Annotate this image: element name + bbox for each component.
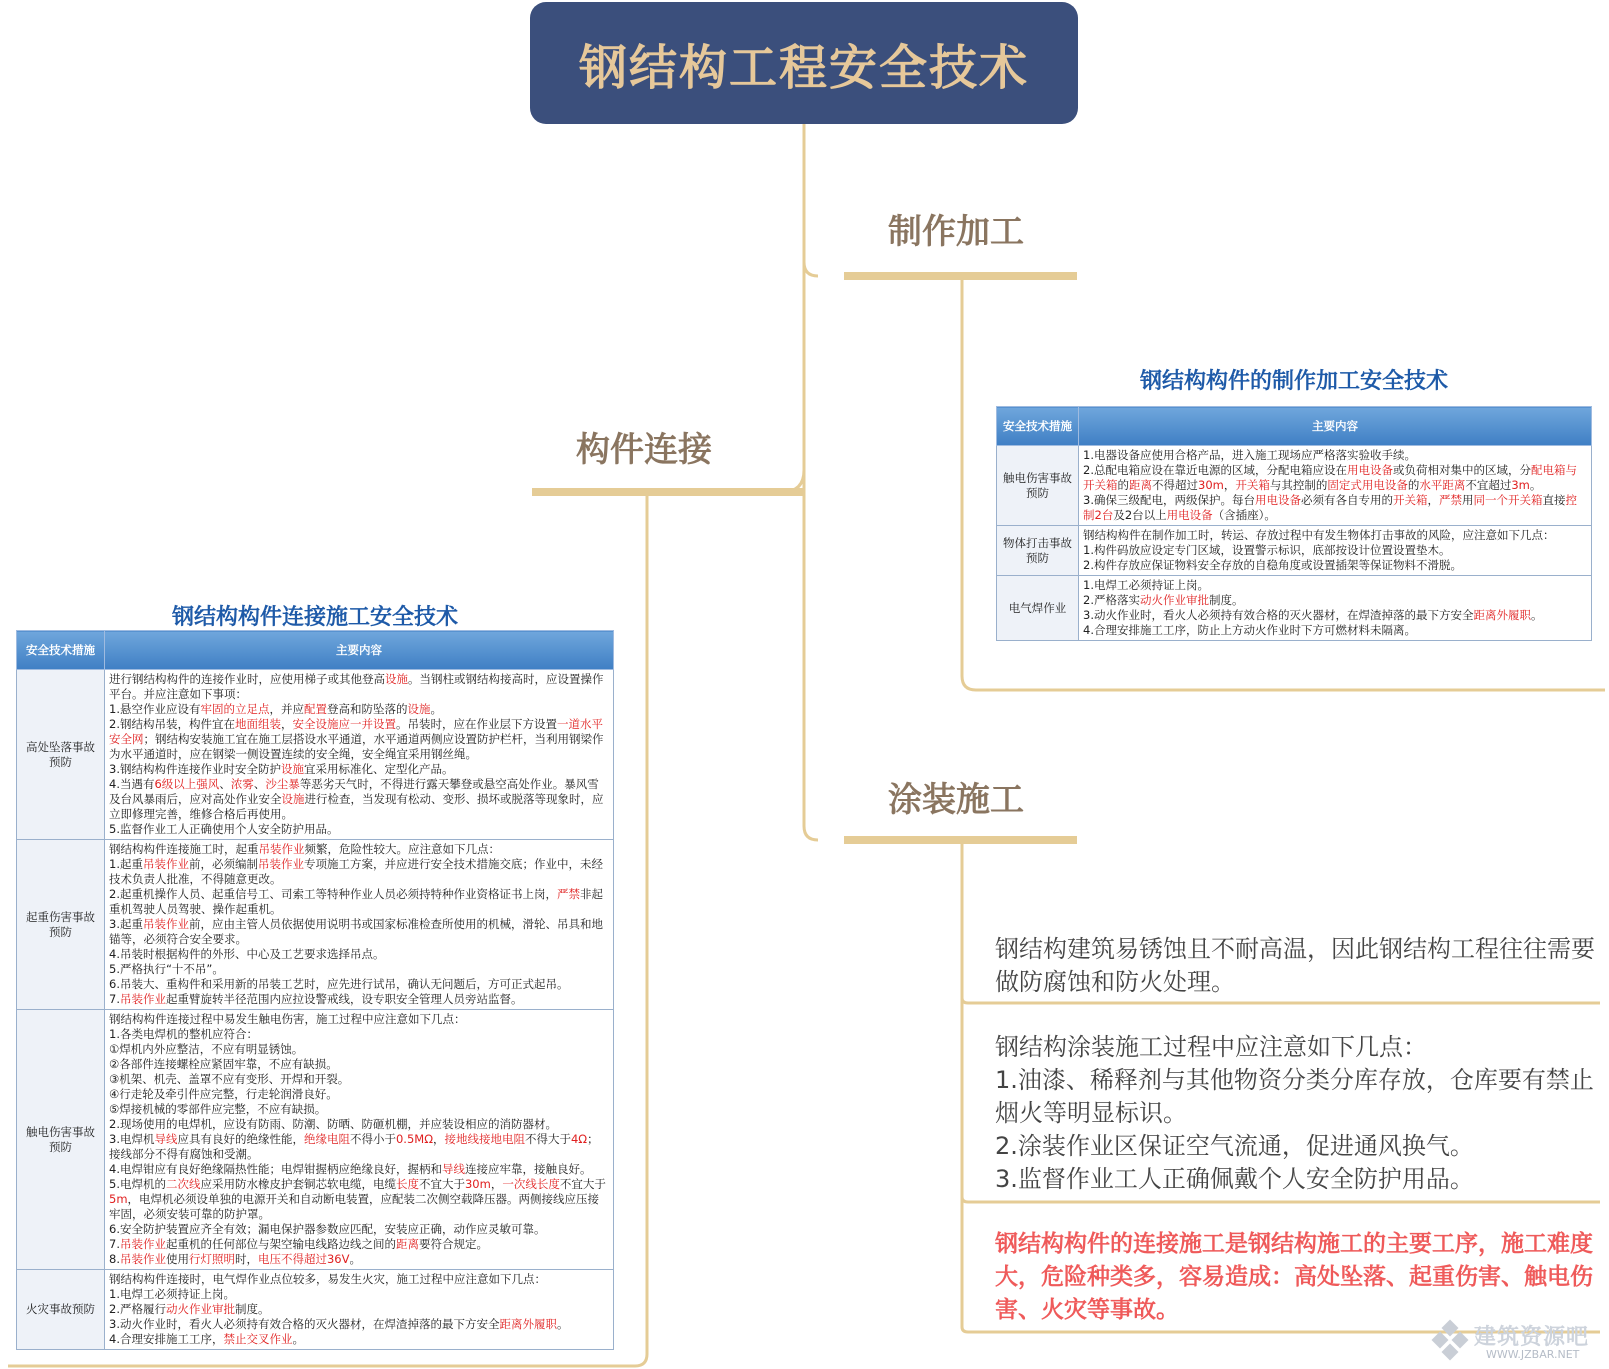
coating-summary: 钢结构构件的连接施工是钢结构施工的主要工序，施工难度大，危险种类多，容易造成：高处坠落、起重伤害、触电伤害、火灾等事故。 [995,1231,1593,1323]
measure-cell: 电气焊作业 [997,576,1079,641]
content-line: 5.电焊机的二次线应采用防水橡皮护套铜芯软电缆，电缆长度不宜大于30m，一次线长度不宜大于5m，电焊机必须设单独的电源开关和自动断电装置，应配装二次侧空载降压器。两侧接线应压接牢固，必须安装可靠的防护罩。 [109,1177,606,1221]
content-line: 4.合理安排施工工序，防止上方动火作业时下方可燃材料未隔离。 [1083,623,1416,637]
content-line: 2.钢结构吊装，构件宜在地面组装，安全设施应一并设置。吊装时，应在作业层下方设置一道水平安全网；钢结构安装施工宜在施工层搭设水平通道，水平通道两侧应设置防护栏杆，当利用钢梁作为水平通道时，应在钢梁一侧设置连续的安全绳，安全绳宜采用钢丝绳。 [109,717,604,761]
table-row [17,670,614,840]
measure-cell: 火灾事故预防 [17,1270,105,1350]
content-line: 6.安全防护装置应齐全有效；漏电保护器参数应匹配，安装应正确，动作应灵敏可靠。 [109,1222,546,1236]
content-cell [105,1010,614,1270]
content-line: 2.起重机操作人员、起重信号工、司索工等特种作业人员必须持特种作业资格证书上岗，严禁非起重机驾驶人员驾驶、操作起重机。 [109,887,603,916]
measure-cell: 起重伤害事故预防 [17,840,105,1010]
content-line: 4.吊装时根据构件的外形、中心及工艺要求选择吊点。 [109,947,385,961]
content-line: 1.构件码放应设定专门区域，设置警示标识，底部按设计位置设置垫木。 [1083,543,1451,557]
content-line: 2.现场使用的电焊机，应设有防雨、防潮、防晒、防砸机棚，并应装设相应的消防器材。 [109,1117,557,1131]
content-line: 钢结构构件连接过程中易发生触电伤害，施工过程中应注意如下几点： [109,1012,466,1026]
table-row [997,446,1592,526]
content-line: 1.电器设备应使用合格产品，进入施工现场应严格落实验收手续。 [1083,448,1416,462]
content-line: 1.电焊工必须持证上岗。 [1083,578,1209,592]
branch-connection[interactable]: 构件连接 [576,430,712,470]
root-title: 钢结构工程安全技术 [578,39,1029,96]
header-content: 主要内容 [1079,407,1592,446]
content-cell [105,670,614,840]
content-line: 3.动火作业时，看火人必须持有效合格的灭火器材，在焊渣掉落的最下方安全距离外履职。 [1083,608,1543,622]
content-line: 钢结构构件连接时，电气焊作业点位较多，易发生火灾，施工过程中应注意如下几点： [109,1272,546,1286]
content-line: 8.吊装作业使用行灯照明时，电压不得超过36V。 [109,1252,361,1266]
content-line: 1.电焊工必须持证上岗。 [109,1287,235,1301]
table-row [17,840,614,1010]
fabrication-table [996,406,1592,641]
content-cell [1079,576,1592,641]
content-line: 1.悬空作业应设有牢固的立足点，并应配置登高和防坠落的设施。 [109,702,442,716]
content-line: 钢结构构件连接施工时，起重吊装作业频繁，危险性较大。应注意如下几点： [109,842,500,856]
content-cell [1079,526,1592,576]
measure-cell: 触电伤害事故预防 [997,446,1079,526]
content-line: ①焊机内外应整洁，不应有明显锈蚀。 [109,1042,304,1056]
coating-point: 3.监督作业工人正确佩戴个人安全防护用品。 [995,1165,1474,1193]
content-cell [1079,446,1592,526]
table-row [17,1270,614,1350]
watermark-logo-icon [1428,1318,1472,1362]
content-line: ③机架、机壳、盖罩不应有变形、开焊和开裂。 [109,1072,350,1086]
content-line: ④行走轮及牵引件应完整，行走轮润滑良好。 [109,1087,338,1101]
watermark-text: 建筑资源吧 [1474,1325,1590,1350]
header-measures: 安全技术措施 [997,407,1079,446]
content-line: 4.电焊钳应有良好绝缘隔热性能；电焊钳握柄应绝缘良好，握柄和导线连接应牢靠，接触良好。 [109,1162,592,1176]
content-line: ②各部件连接螺栓应紧固牢靠，不应有缺损。 [109,1057,338,1071]
content-line: 7.吊装作业起重臂旋转半径范围内应拉设警戒线，设专职安全管理人员旁站监督。 [109,992,523,1006]
content-line: 3.确保三级配电，两级保护。每台用电设备必须有各自专用的开关箱，严禁用同一个开关箱直接控制2台及2台以上用电设备（含插座）。 [1083,493,1577,522]
table-row [997,576,1592,641]
measure-cell: 高处坠落事故预防 [17,670,105,840]
watermark-url: WWW.JZBAR.NET [1486,1348,1580,1361]
content-line: 4.合理安排施工工序，禁止交叉作业。 [109,1332,304,1346]
measure-cell: 触电伤害事故预防 [17,1010,105,1270]
measure-cell: 物体打击事故预防 [997,526,1079,576]
branch-fabrication[interactable]: 制作加工 [888,212,1024,252]
connection-table [16,630,614,1350]
content-line: 2.构件存放应保证物料安全存放的自稳角度或设置插架等保证物料不滑脱。 [1083,558,1462,572]
content-line: 1.起重吊装作业前，必须编制吊装作业专项施工方案，并应进行安全技术措施交底；作业中，未经技术负责人批准，不得随意更改。 [109,857,603,886]
branch-coating[interactable]: 涂装施工 [888,780,1024,820]
watermark [1428,1318,1606,1366]
coating-points [995,1031,1595,1196]
content-line: 2.严格履行动火作业审批制度。 [109,1302,270,1316]
content-line: ⑤焊接机械的零部件应完整，不应有缺损。 [109,1102,327,1116]
header-content: 主要内容 [105,631,614,670]
content-line: 3.钢结构构件连接作业时安全防护设施宜采用标准化、定型化产品。 [109,762,454,776]
content-line: 2.总配电箱应设在靠近电源的区域，分配电箱应设在用电设备或负荷相对集中的区域，分配电箱与开关箱的距离不得超过30m，开关箱与其控制的固定式用电设备的水平距离不宜超过3m。 [1083,463,1577,492]
content-line: 6.吊装大、重构件和采用新的吊装工艺时，应先进行试吊，确认无问题后，方可正式起吊。 [109,977,569,991]
content-line: 1.各类电焊机的整机应符合： [109,1027,258,1041]
connection-table-title: 钢结构构件连接施工安全技术 [171,605,458,630]
content-cell [105,1270,614,1350]
table-row [997,526,1592,576]
header-measures: 安全技术措施 [17,631,105,670]
content-line: 3.动火作业时，看火人必须持有效合格的灭火器材，在焊渣掉落的最下方安全距离外履职。 [109,1317,569,1331]
table-row [17,1010,614,1270]
content-line: 3.起重吊装作业前，应由主管人员依据使用说明书或国家标准检查所使用的机械，滑轮、吊具和地锚等，必须符合安全要求。 [109,917,603,946]
content-line: 4.当遇有6级以上强风、浓雾、沙尘暴等恶劣天气时，不得进行露天攀登或悬空高处作业。暴风雪及台风暴雨后，应对高处作业安全设施进行检查，当发现有松动、变形、损坏或脱落等现象时，应立即修理完善，维修合格后再使用。 [109,777,604,821]
coating-intro: 钢结构建筑易锈蚀且不耐高温，因此钢结构工程往往需要做防腐蚀和防火处理。 [995,935,1595,996]
content-line: 进行钢结构构件的连接作业时，应使用梯子或其他登高设施。当钢柱或钢结构接高时，应设置操作平台。并应注意如下事项： [109,672,604,701]
content-line: 钢结构构件在制作加工时，转运、存放过程中有发生物体打击事故的风险，应注意如下几点： [1083,528,1555,542]
content-line: 5.严格执行“十不吊”。 [109,962,224,976]
content-cell [105,840,614,1010]
content-line: 7.吊装作业起重机的任何部位与架空输电线路边线之间的距离要符合规定。 [109,1237,488,1251]
coating-point: 钢结构涂装施工过程中应注意如下几点： [995,1033,1427,1061]
content-line: 3.电焊机导线应具有良好的绝缘性能，绝缘电阻不得小于0.5MΩ，接地线接地电阻不得大于4Ω；接线部分不得有腐蚀和受潮。 [109,1132,599,1161]
coating-point: 2.涂装作业区保证空气流通，促进通风换气。 [995,1132,1474,1160]
content-line: 5.监督作业工人正确使用个人安全防护用品。 [109,822,339,836]
content-line: 2.严格落实动火作业审批制度。 [1083,593,1244,607]
fabrication-table-title: 钢结构构件的制作加工安全技术 [1139,369,1448,394]
root-node[interactable] [530,2,1078,124]
coating-point: 1.油漆、稀释剂与其他物资分类分库存放，仓库要有禁止烟火等明显标识。 [995,1066,1594,1127]
